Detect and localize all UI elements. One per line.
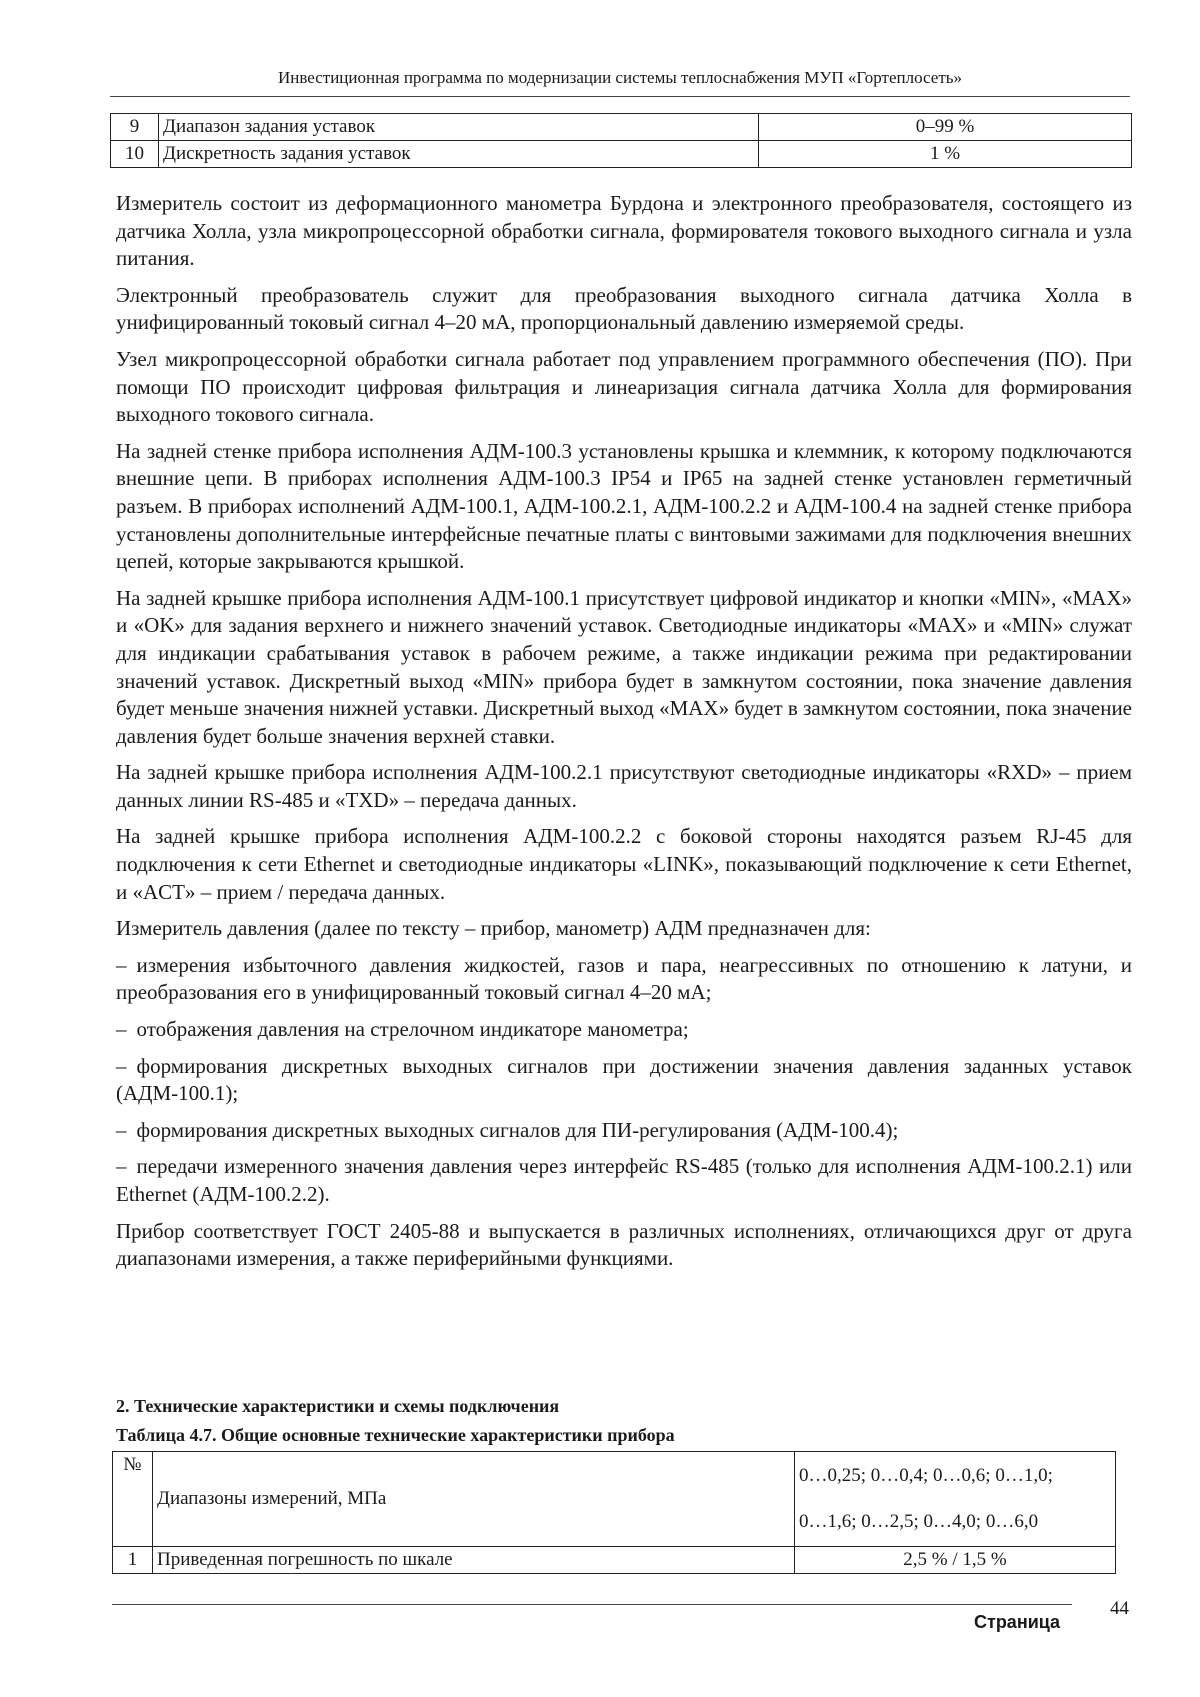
paragraph: Измеритель давления (далее по тексту – прибор, манометр) АДМ предназначен для: bbox=[116, 916, 871, 941]
top-spec-table bbox=[110, 113, 1132, 168]
paragraph: На задней стенке прибора исполнения АДМ-100.3 установлены крышка и клеммник, к которому подключаются внешние цепи. В приборах исполнения АДМ-100.3 IP54 и IP65 на задней стенке установлен герметичный разъем. В приборах исполнений АДМ-100.1, АДМ-100.2.1, АДМ-100.2.2 и АДМ-100.4 на задней стенке прибора установлены дополнительные интерфейсные печатные платы с винтовыми зажимами для подключения внешних цепей, которые закрываются крышкой. bbox=[116, 438, 1132, 574]
footer-divider bbox=[112, 1604, 1072, 1605]
row-value: 1 % bbox=[759, 141, 1132, 168]
list-item bbox=[116, 1153, 1132, 1208]
paragraph: Измеритель состоит из деформационного манометра Бурдона и электронного преобразователя, состоящего из датчика Холла, узла микропроцессорной обработки сигнала, формирователя токового выходного сигнала и узла питания. bbox=[116, 191, 1132, 271]
number-header: № bbox=[113, 1452, 153, 1547]
list-item bbox=[116, 1016, 1132, 1044]
list-item-text: отображения давления на стрелочном индикаторе манометра; bbox=[136, 1017, 689, 1042]
row-number: 10 bbox=[111, 141, 159, 168]
document-title: Инвестиционная программа по модернизации системы теплоснабжения МУП «Гортеплосеть» bbox=[277, 68, 963, 87]
paragraph: На задней крышке прибора исполнения АДМ-100.1 присутствует цифровой индикатор и кнопки «MIN», «MAX» и «OK» для задания верхнего и нижнего значений уставок. Светодиодные индикаторы «MAX» и «MIN» служат для индикации срабатывания уставок в рабочем режиме, а также индикации режима при редактировании значений уставок. Дискретный выход «MIN» прибора будет в замкнутом состоянии, пока значение давления будет меньше значения нижней уставки. Дискретный выход «MAX» будет в замкнутом состоянии, пока значение давления будет больше значения верхней ставки. bbox=[116, 585, 1132, 748]
list-dash: – bbox=[116, 1017, 127, 1042]
document-body bbox=[116, 190, 1132, 1282]
list-dash: – bbox=[116, 952, 127, 977]
paragraph: На задней крышке прибора исполнения АДМ-100.2.1 присутствуют светодиодные индикаторы «RXD» – прием данных линии RS-485 и «TXD» – передача данных. bbox=[116, 760, 1132, 812]
page-header bbox=[110, 68, 1130, 97]
page-label: Страница bbox=[974, 1612, 1061, 1632]
row-parameter: Приведенная погрешность по шкале bbox=[153, 1547, 795, 1574]
paragraph: Прибор соответствует ГОСТ 2405-88 и выпускается в различных исполнениях, отличающихся друг от друга диапазонами измерения, а также периферийными функциями. bbox=[116, 1218, 1132, 1271]
table-caption: Таблица 4.7. Общие основные технические характеристики прибора bbox=[116, 1425, 675, 1445]
list-item bbox=[116, 1053, 1132, 1108]
list-item bbox=[116, 952, 1132, 1007]
table-row bbox=[111, 141, 1132, 168]
characteristics-table bbox=[112, 1451, 1116, 1574]
row-parameter: Диапазон задания уставок bbox=[159, 114, 759, 141]
list-dash: – bbox=[116, 1154, 127, 1179]
row-value: 2,5 % / 1,5 % bbox=[795, 1547, 1116, 1574]
list-item-text: формирования дискретных выходных сигналов при достижении значения давления заданных уставок (АДМ-100.1); bbox=[116, 1053, 1132, 1106]
list-item bbox=[116, 1117, 1132, 1145]
ranges-line: 0…1,6; 0…2,5; 0…4,0; 0…6,0 bbox=[799, 1511, 1039, 1532]
table-row bbox=[113, 1547, 1116, 1574]
parameter-header: Диапазоны измерений, МПа bbox=[153, 1452, 795, 1547]
table-header-row bbox=[113, 1452, 1116, 1547]
row-value: 0–99 % bbox=[759, 114, 1132, 141]
ranges-cell bbox=[795, 1452, 1116, 1547]
row-number: 1 bbox=[113, 1547, 153, 1574]
ranges-line: 0…0,25; 0…0,4; 0…0,6; 0…1,0; bbox=[799, 1465, 1053, 1486]
list-dash: – bbox=[116, 1117, 127, 1142]
paragraph: Электронный преобразователь служит для преобразования выходного сигнала датчика Холла в унифицированный токовый сигнал 4–20 мА, пропорциональный давлению измеряемой среды. bbox=[116, 282, 1132, 335]
list-item-text: формирования дискретных выходных сигналов для ПИ-регулирования (АДМ-100.4); bbox=[136, 1117, 899, 1142]
paragraph: Узел микропроцессорной обработки сигнала работает под управлением программного обеспечения (ПО). При помощи ПО происходит цифровая фильтрация и линеаризация сигнала датчика Холла для формирования выходного токового сигнала. bbox=[116, 346, 1132, 427]
list-dash: – bbox=[116, 1053, 127, 1078]
row-parameter: Дискретность задания уставок bbox=[159, 141, 759, 168]
page-number: 44 bbox=[1110, 1598, 1129, 1619]
list-item-text: измерения избыточного давления жидкостей, газов и пара, неагрессивных по отношению к латуни, и преобразования его в унифицированный токовый сигнал 4–20 мА; bbox=[116, 952, 1132, 1005]
list-item-text: передачи измеренного значения давления через интерфейс RS-485 (только для исполнения АДМ-100.2.1) или Ethernet (АДМ-100.2.2). bbox=[116, 1154, 1132, 1206]
paragraph: На задней крышке прибора исполнения АДМ-100.2.2 с боковой стороны находятся разъем RJ-45 для подключения к сети Ethernet и светодиодные индикаторы «LINK», показывающий подключение к сети Ethernet, и «ACT» – прием / передача данных. bbox=[116, 824, 1132, 904]
purpose-list bbox=[116, 952, 1132, 1209]
table-row bbox=[111, 114, 1132, 141]
row-number: 9 bbox=[111, 114, 159, 141]
section-heading: 2. Технические характеристики и схемы подключения bbox=[116, 1396, 560, 1416]
